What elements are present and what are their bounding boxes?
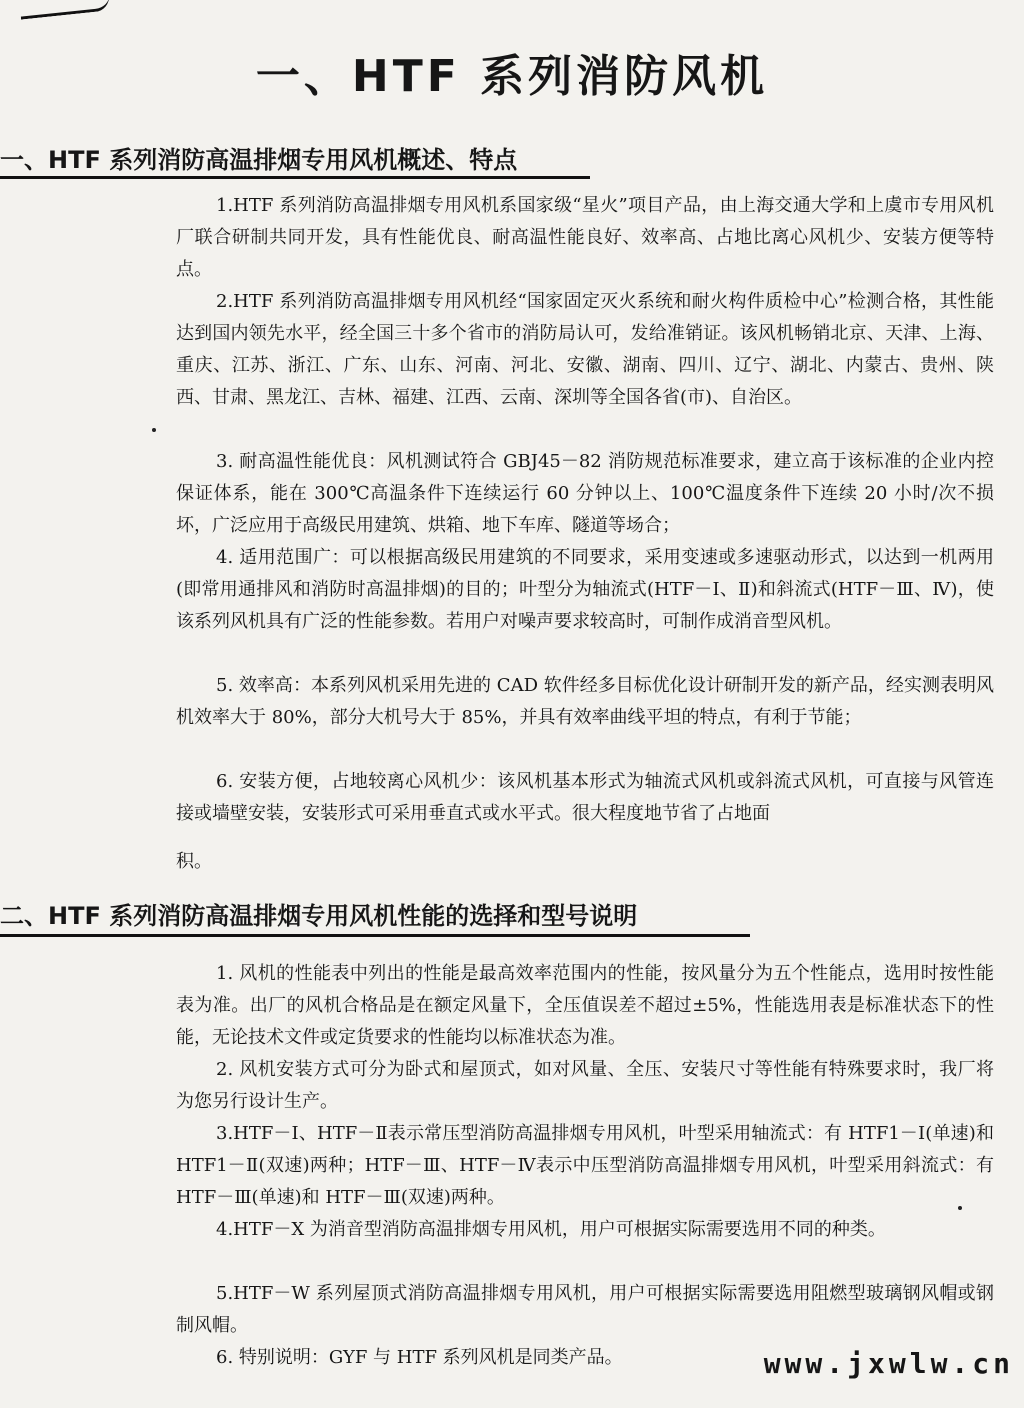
section-2-rule — [0, 934, 750, 937]
section-2-paragraph-2: 2. 风机安装方式可分为卧式和屋顶式，如对风量、全压、安装尺寸等性能有特殊要求时，我厂将为您另行设计生产。 — [176, 1059, 994, 1112]
section-2-paragraph-4: 4.HTF－X 为消音型消防高温排烟专用风机，用户可根据实际需要选用不同的种类。 — [216, 1219, 886, 1240]
section-2-paragraph-5: 5.HTF－W 系列屋顶式消防高温排烟专用风机，用户可根据实际需要选用阻燃型玻璃钢风帽或钢制风帽。 — [176, 1283, 994, 1336]
corner-mark — [19, 0, 110, 20]
section-1-paragraph-3: 3. 耐高温性能优良：风机测试符合 GBJ45－82 消防规范标准要求，建立高于该标准的企业内控保证体系，能在 300℃高温条件下连续运行 60 分钟以上、100℃温度条件下连续 20 小时/次不损坏，广泛应用于高级民用建筑、烘箱、地下车库、隧道等场合； — [176, 451, 994, 536]
section-1-paragraph-7: 积。 — [176, 851, 212, 872]
section-2-paragraph-1: 1. 风机的性能表中列出的性能是最高效率范围内的性能，按风量分为五个性能点，选用时按性能表为准。出厂的风机合格品是在额定风量下，全压值误差不超过±5%，性能选用表是标准状态下的性能，无论技术文件或定货要求的性能均以标准状态为准。 — [176, 963, 994, 1048]
section-1-heading: 一、HTF 系列消防高温排烟专用风机概述、特点 — [0, 146, 518, 174]
watermark-url: www.jxwlw.cn — [763, 1347, 1014, 1380]
scan-speck — [958, 1206, 962, 1210]
section-1-paragraph-5: 5. 效率高：本系列风机采用先进的 CAD 软件经多目标优化设计研制开发的新产品，经实测表明风机效率大于 80%，部分大机号大于 85%，并具有效率曲线平坦的特点，有利于节能； — [176, 675, 994, 728]
scan-speck — [152, 428, 156, 432]
section-1-rule — [0, 176, 590, 179]
section-1-paragraph-2: 2.HTF 系列消防高温排烟专用风机经“国家固定灭火系统和耐火构件质检中心”检测合格，其性能达到国内领先水平，经全国三十多个省市的消防局认可，发给准销证。该风机畅销北京、天津、上海、重庆、江苏、浙江、广东、山东、河南、河北、安徽、湖南、四川、辽宁、湖北、内蒙古、贵州、陕西、甘肃、黑龙江、吉林、福建、江西、云南、深圳等全国各省(市)、自治区。 — [176, 291, 994, 408]
section-2-paragraph-6: 6. 特别说明：GYF 与 HTF 系列风机是同类产品。 — [216, 1347, 623, 1368]
section-1-paragraph-6: 6. 安装方便，占地较离心风机少：该风机基本形式为轴流式风机或斜流式风机，可直接与风管连接或墙壁安装，安装形式可采用垂直式或水平式。很大程度地节省了占地面 — [176, 771, 994, 824]
section-2-paragraph-3: 3.HTF－Ⅰ、HTF－Ⅱ表示常压型消防高温排烟专用风机，叶型采用轴流式：有 HTF1－Ⅰ(单速)和 HTF1－Ⅱ(双速)两种；HTF－Ⅲ、HTF－Ⅳ表示中压型消防高温排烟专用风机，叶型采用斜流式：有 HTF－Ⅲ(单速)和 HTF－Ⅲ(双速)两种。 — [176, 1123, 994, 1208]
section-2-heading: 二、HTF 系列消防高温排烟专用风机性能的选择和型号说明 — [0, 902, 638, 930]
section-1-paragraph-4: 4. 适用范围广：可以根据高级民用建筑的不同要求，采用变速或多速驱动形式，以达到一机两用(即常用通排风和消防时高温排烟)的目的；叶型分为轴流式(HTF－Ⅰ、Ⅱ)和斜流式(HTF－Ⅲ、Ⅳ)，使该系列风机具有广泛的性能参数。若用户对噪声要求较高时，可制作成消音型风机。 — [176, 547, 994, 632]
section-1-paragraph-1: 1.HTF 系列消防高温排烟专用风机系国家级“星火”项目产品，由上海交通大学和上虞市专用风机厂联合研制共同开发，具有性能优良、耐高温性能良好、效率高、占地比离心风机少、安装方便等特点。 — [176, 195, 994, 280]
page-title: 一、HTF 系列消防风机 — [255, 51, 769, 102]
